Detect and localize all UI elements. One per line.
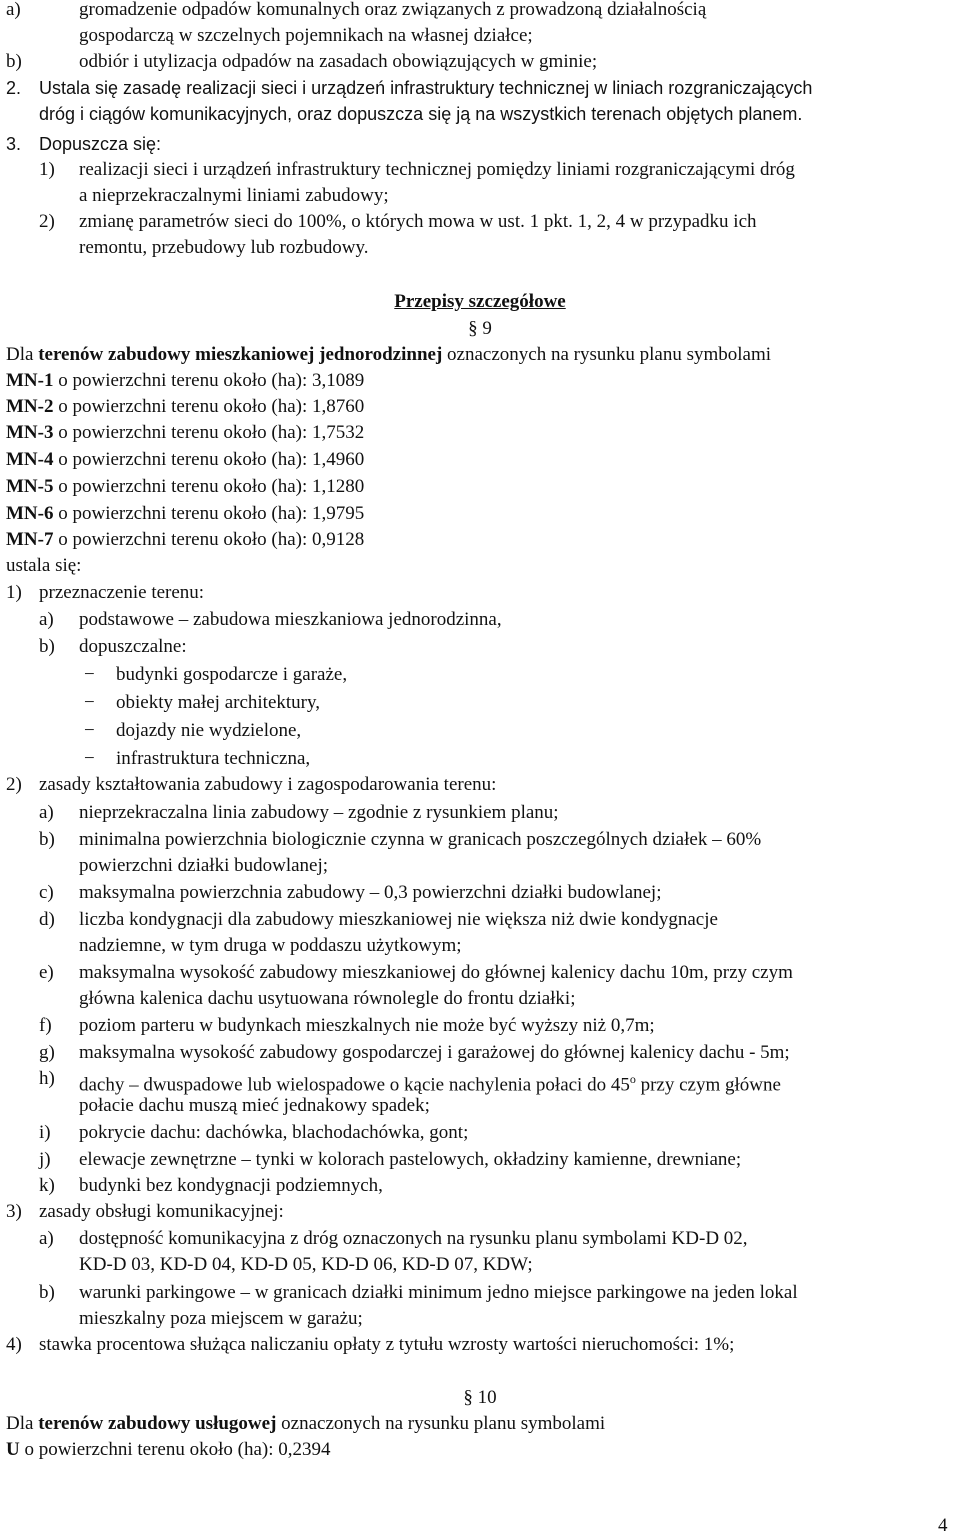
list-label: j) bbox=[39, 1149, 51, 1170]
list-item: dojazdy nie wydzielone, bbox=[116, 720, 302, 741]
paragraph-line: pokrycie dachu: dachówka, blachodachówka, gont; bbox=[79, 1122, 469, 1143]
list-label: 2) bbox=[6, 774, 22, 795]
area-entry: MN-2 o powierzchni terenu około (ha): 1,8760 bbox=[6, 396, 365, 417]
area-entry: MN-6 o powierzchni terenu około (ha): 1,9795 bbox=[6, 503, 365, 524]
paragraph-line: liczba kondygnacji dla zabudowy mieszkaniowej nie większa niż dwie kondygnacje bbox=[79, 909, 718, 930]
list-label: 1) bbox=[6, 582, 22, 603]
paragraph-line: gromadzenie odpadów komunalnych oraz związanych z prowadzoną działalnością bbox=[79, 0, 707, 20]
paragraph-line: przeznaczenie terenu: bbox=[39, 582, 205, 603]
list-label: 2. bbox=[6, 78, 22, 98]
paragraph-line: remontu, przebudowy lub rozbudowy. bbox=[79, 237, 369, 258]
paragraph-line: Ustala się zasadę realizacji sieci i urządzeń infrastruktury technicznej w liniach rozgraniczających bbox=[39, 78, 813, 98]
page-number: 4 bbox=[938, 1515, 948, 1536]
paragraph-line: odbiór i utylizacja odpadów na zasadach obowiązujących w gminie; bbox=[79, 51, 598, 72]
paragraph-line: a nieprzekraczalnymi liniami zabudowy; bbox=[79, 185, 389, 206]
paragraph-line: warunki parkingowe – w granicach działki minimum jedno miejsce parkingowe na jeden lokal bbox=[79, 1282, 798, 1303]
paragraph-line: zasady kształtowania zabudowy i zagospodarowania terenu: bbox=[39, 774, 497, 795]
paragraph-line: nieprzekraczalna linia zabudowy – zgodnie z rysunkiem planu; bbox=[79, 802, 559, 823]
paragraph-number: § 9 bbox=[468, 318, 492, 339]
paragraph-line: zmianę parametrów sieci do 100%, o których mowa w ust. 1 pkt. 1, 2, 4 w przypadku ich bbox=[79, 211, 757, 232]
list-label: 4) bbox=[6, 1334, 22, 1355]
paragraph-line: realizacji sieci i urządzeń infrastruktury technicznej pomiędzy liniami rozgraniczającymi dróg bbox=[79, 159, 795, 180]
paragraph-line: podstawowe – zabudowa mieszkaniowa jednorodzinna, bbox=[79, 609, 502, 630]
list-label: h) bbox=[39, 1068, 55, 1089]
list-label: a) bbox=[39, 1228, 54, 1249]
list-label: g) bbox=[39, 1042, 55, 1063]
paragraph-line: elewacje zewnętrzne – tynki w kolorach pastelowych, okładziny kamienne, drewniane; bbox=[79, 1149, 742, 1170]
section-intro: Dla terenów zabudowy mieszkaniowej jednorodzinnej oznaczonych na rysunku planu symbolami bbox=[6, 344, 772, 365]
list-label: k) bbox=[39, 1175, 55, 1196]
paragraph-line: mieszkalny poza miejscem w garażu; bbox=[79, 1308, 363, 1329]
paragraph-line: poziom parteru w budynkach mieszkalnych nie może być wyższy niż 0,7m; bbox=[79, 1015, 655, 1036]
area-entry: MN-4 o powierzchni terenu około (ha): 1,4960 bbox=[6, 449, 365, 470]
paragraph-line: dostępność komunikacyjna z dróg oznaczonych na rysunku planu symbolami KD-D 02, bbox=[79, 1228, 748, 1249]
area-entry: MN-3 o powierzchni terenu około (ha): 1,7532 bbox=[6, 422, 365, 443]
paragraph-line: stawka procentowa służąca naliczaniu opłaty z tytułu wzrosty wartości nieruchomości: 1%; bbox=[39, 1334, 735, 1355]
paragraph-line: Dopuszcza się: bbox=[39, 134, 162, 154]
list-label: f) bbox=[39, 1015, 52, 1036]
paragraph-line: maksymalna wysokość zabudowy gospodarczej i garażowej do głównej kalenicy dachu - 5m; bbox=[79, 1042, 790, 1063]
dash-bullet: − bbox=[84, 664, 95, 685]
list-label: a) bbox=[39, 609, 54, 630]
section-intro: Dla terenów zabudowy usługowej oznaczonych na rysunku planu symbolami bbox=[6, 1413, 606, 1434]
area-entry: MN-5 o powierzchni terenu około (ha): 1,1280 bbox=[6, 476, 365, 497]
list-item: budynki gospodarcze i garaże, bbox=[116, 664, 348, 685]
paragraph-line: powierzchni działki budowlanej; bbox=[79, 855, 329, 876]
list-label: 1) bbox=[39, 159, 55, 180]
list-label: e) bbox=[39, 962, 54, 983]
dash-bullet: − bbox=[84, 720, 95, 741]
list-item: infrastruktura techniczna, bbox=[116, 748, 311, 769]
list-item: obiekty małej architektury, bbox=[116, 692, 320, 713]
list-label: a) bbox=[39, 802, 54, 823]
area-entry: MN-1 o powierzchni terenu około (ha): 3,1089 bbox=[6, 370, 365, 391]
paragraph-line: KD-D 03, KD-D 04, KD-D 05, KD-D 06, KD-D 07, KDW; bbox=[79, 1254, 533, 1275]
paragraph-line: nadziemne, w tym druga w poddaszu użytkowym; bbox=[79, 935, 462, 956]
area-entry: U o powierzchni terenu około (ha): 0,2394 bbox=[6, 1439, 331, 1460]
paragraph-line: gospodarczą w szczelnych pojemnikach na własnej działce; bbox=[79, 25, 533, 46]
list-label: d) bbox=[39, 909, 55, 930]
list-label: c) bbox=[39, 882, 54, 903]
paragraph-line: zasady obsługi komunikacyjnej: bbox=[39, 1201, 284, 1222]
list-label: 3. bbox=[6, 134, 22, 154]
list-label: 3) bbox=[6, 1201, 22, 1222]
list-label: a) bbox=[6, 0, 21, 20]
paragraph-line: maksymalna powierzchnia zabudowy – 0,3 powierzchni działki budowlanej; bbox=[79, 882, 662, 903]
paragraph-line: dachy – dwuspadowe lub wielospadowe o kącie nachylenia połaci do 45$^o$ przy czym główne bbox=[79, 1072, 781, 1096]
paragraph-line: dróg i ciągów komunikacyjnych, oraz dopuszcza się ją na wszystkich terenach objętych planem. bbox=[39, 104, 803, 124]
list-label: 2) bbox=[39, 211, 55, 232]
section-heading: Przepisy szczegółowe bbox=[394, 291, 566, 312]
paragraph-line: połacie dachu muszą mieć jednakowy spadek; bbox=[79, 1095, 430, 1116]
area-entry: MN-7 o powierzchni terenu około (ha): 0,9128 bbox=[6, 529, 365, 550]
paragraph-line: główna kalenica dachu usytuowana równolegle do frontu działki; bbox=[79, 988, 576, 1009]
list-label: b) bbox=[39, 636, 55, 657]
dash-bullet: − bbox=[84, 748, 95, 769]
dash-bullet: − bbox=[84, 692, 95, 713]
paragraph-line: maksymalna wysokość zabudowy mieszkaniowej do głównej kalenicy dachu 10m, przy czym bbox=[79, 962, 793, 983]
paragraph-number: § 10 bbox=[463, 1387, 497, 1408]
paragraph-line: ustala się: bbox=[6, 555, 82, 576]
paragraph-line: budynki bez kondygnacji podziemnych, bbox=[79, 1175, 383, 1196]
list-label: i) bbox=[39, 1122, 51, 1143]
list-label: b) bbox=[6, 51, 22, 72]
list-label: b) bbox=[39, 1282, 55, 1303]
list-label: b) bbox=[39, 829, 55, 850]
paragraph-line: minimalna powierzchnia biologicznie czynna w granicach poszczególnych działek – 60% bbox=[79, 829, 762, 850]
paragraph-line: dopuszczalne: bbox=[79, 636, 187, 657]
